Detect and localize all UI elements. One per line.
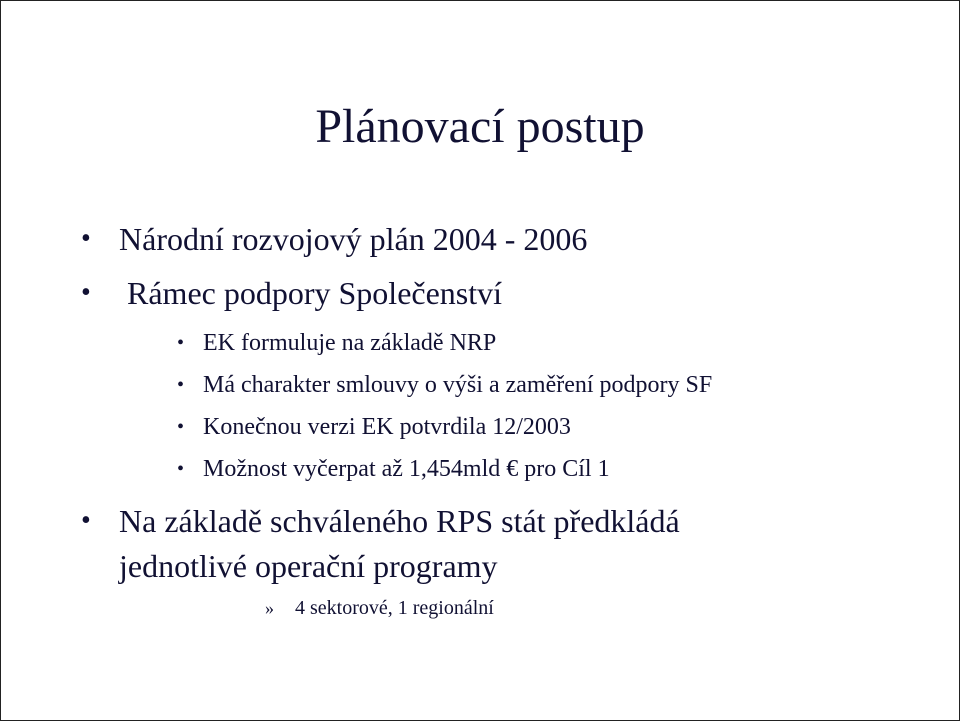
bullet-marker: • <box>177 374 185 396</box>
sub-bullet-item <box>177 412 571 442</box>
bullet-text-line1: Na základě schváleného RPS stát předkládá <box>119 503 680 539</box>
bullet-marker: • <box>81 223 91 254</box>
sub-bullet-item <box>177 328 497 358</box>
bullet-marker: • <box>177 332 185 354</box>
bullet-item <box>81 219 588 259</box>
bullet-continuation <box>119 546 498 586</box>
sub-bullet-item <box>177 370 713 400</box>
bullet-text: Možnost vyčerpat až 1,454mld € pro Cíl 1 <box>203 456 610 482</box>
bullet-text: Konečnou verzi EK potvrdila 12/2003 <box>203 414 571 440</box>
sub-bullet-item <box>177 454 610 484</box>
bullet-text: Národní rozvojový plán 2004 - 2006 <box>119 221 588 257</box>
bullet-text: EK formuluje na základě NRP <box>203 330 497 356</box>
bullet-item <box>81 273 503 313</box>
bullet-text-line2: jednotlivé operační programy <box>119 548 498 584</box>
bullet-text: 4 sektorové, 1 regionální <box>295 597 494 619</box>
slide-title: Plánovací postup <box>315 100 645 153</box>
bullet-marker: • <box>177 416 185 438</box>
bullet-item <box>81 501 680 541</box>
bullet-text: Má charakter smlouvy o výši a zaměření podpory SF <box>203 372 713 398</box>
bullet-marker: • <box>177 458 185 480</box>
bullet-marker: • <box>81 277 91 308</box>
sub-sub-bullet-item <box>265 595 494 621</box>
bullet-marker: » <box>265 598 274 618</box>
bullet-text: Rámec podpory Společenství <box>127 275 503 311</box>
bullet-marker: • <box>81 505 91 536</box>
